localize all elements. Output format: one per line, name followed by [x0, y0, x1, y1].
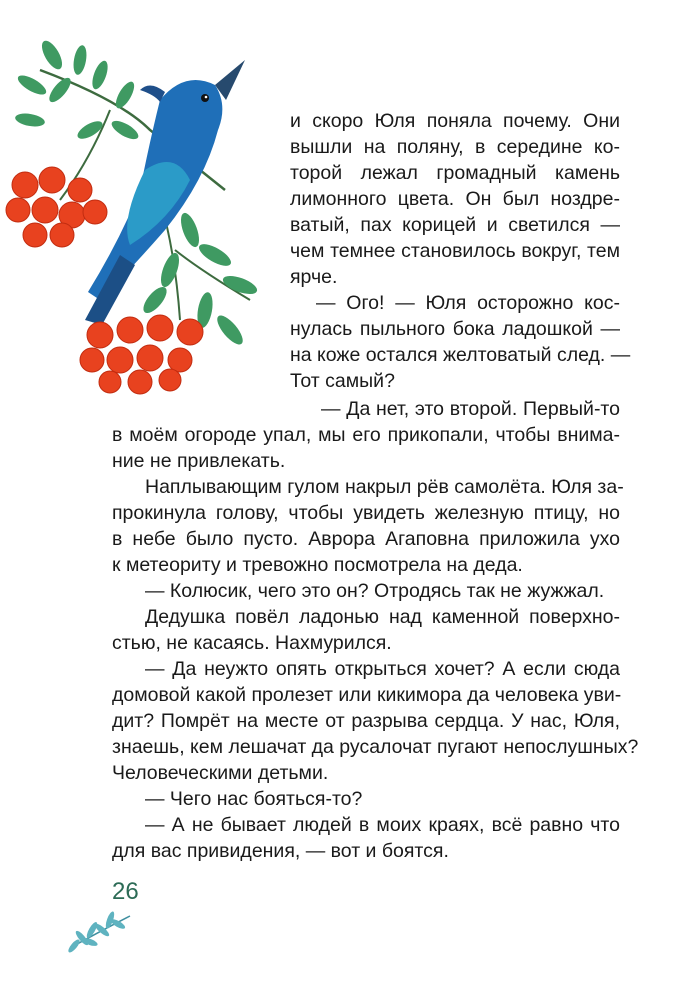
- text-line: дит? Помрёт на месте от разрыва сердца. У нас, Юля,: [112, 710, 620, 732]
- text-line: Наплывающим гулом накрыл рёв самолёта. Юля за-: [145, 476, 624, 498]
- text-line: — Да неужто опять открыться хочет? А если сюда: [145, 658, 620, 680]
- bird-on-rowan-branch-icon: [0, 30, 275, 400]
- text-line: стью, не касаясь. Нахмурился.: [112, 632, 392, 654]
- text-line: домовой какой пролезет или кикимора да человека уви-: [112, 684, 622, 706]
- text-line: в небе было пусто. Аврора Агаповна приложила ухо: [112, 528, 620, 550]
- text-line: и скоро Юля поняла почему. Они: [290, 110, 620, 132]
- text-line: — А не бывает людей в моих краях, всё равно что: [145, 814, 620, 836]
- text-line: ние не привлекать.: [112, 450, 286, 472]
- text-line: — Да нет, это второй. Первый-то: [321, 398, 620, 420]
- text-line: Человеческими детьми.: [112, 762, 329, 784]
- text-line: — Колюсик, чего это он? Отродясь так не жужжал.: [145, 580, 605, 602]
- text-line: торой лежал громадный камень: [290, 162, 620, 184]
- page-number: 26: [112, 878, 139, 905]
- text-line: к метеориту и тревожно посмотрела на деда.: [112, 554, 523, 576]
- text-line: Дедушка повёл ладонью над каменной поверхно-: [145, 606, 620, 628]
- leaf-sprig-icon: [62, 908, 134, 954]
- text-line: — Чего нас бояться-то?: [145, 788, 363, 810]
- text-line: знаешь, кем лешачат да русалочат пугают непослушных?: [112, 736, 639, 758]
- text-line: прокинула голову, чтобы увидеть железную птицу, но: [112, 502, 620, 524]
- text-line: нулась пыльного бока ладошкой —: [290, 318, 620, 340]
- text-line: чем темнее становилось вокруг, тем: [290, 240, 620, 262]
- text-line: Тот самый?: [290, 370, 395, 392]
- text-line: в моём огороде упал, мы его прикопали, чтобы внима-: [112, 424, 620, 446]
- text-line: ватый, пах корицей и светился —: [290, 214, 620, 236]
- text-line: для вас привидения, — вот и боятся.: [112, 840, 449, 862]
- text-line: вышли на поляну, в середине ко-: [290, 136, 620, 158]
- text-line: лимонного цвета. Он был ноздре-: [290, 188, 620, 210]
- text-line: на коже остался желтоватый след. —: [290, 344, 631, 366]
- text-line: ярче.: [290, 266, 338, 288]
- text-line: — Ого! — Юля осторожно кос-: [316, 292, 620, 314]
